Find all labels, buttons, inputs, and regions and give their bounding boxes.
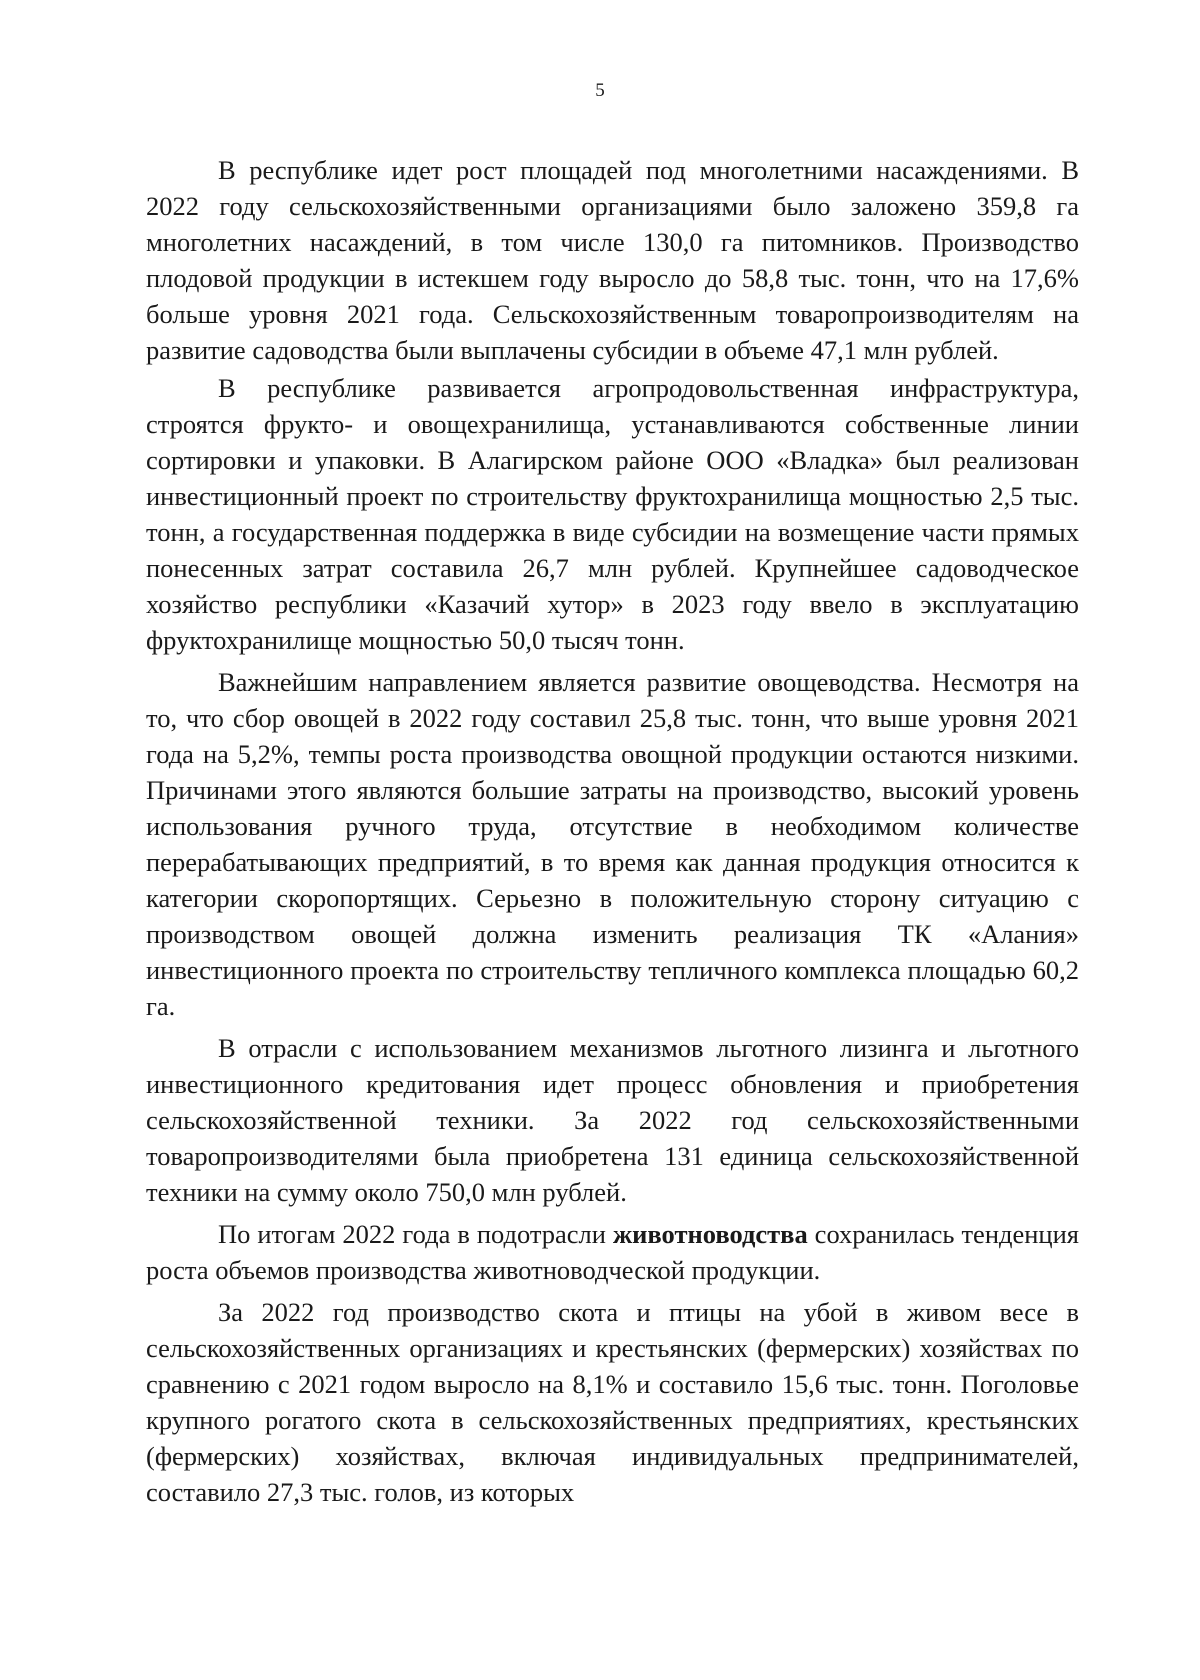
livestock-bold-term: животноводства <box>612 1219 808 1249</box>
paragraph-perennial-plantings: В республике идет рост площадей под многолетними насаждениями. В 2022 году сельскохозяйственными организациями было заложено 359,8 га многолетних насаждений, в том числе 130,0 га питомников. Производство плодовой продукции в истекшем году выросло до 58,8 тыс. тонн, что на 17,6% больше уровня 2021 года. Сельскохозяйственным товаропроизводителям на развитие садоводства были выплачены субсидии в объеме 47,1 млн рублей. <box>146 155 1079 365</box>
paragraph-agro-infrastructure: В республике развивается агропродовольственная инфраструктура, строятся фрукто- и овощехранилища, устанавливаются собственные линии сортировки и упаковки. В Алагирском районе ООО «Владка» был реализован инвестиционный проект по строительству фруктохранилища мощностью 2,5 тыс. тонн, а государственная поддержка в виде субсидии на возмещение части прямых понесенных затрат составила 26,7 млн рублей. Крупнейшее садоводческое хозяйство республики «Казачий хутор» в 2023 году ввело в эксплуатацию фруктохранилище мощностью 50,0 тысяч тонн. <box>146 373 1079 655</box>
paragraph-livestock-summary <box>146 1216 1079 1288</box>
livestock-text-before: По итогам 2022 года в подотрасли <box>218 1219 613 1249</box>
paragraph-livestock-production: За 2022 год производство скота и птицы на убой в живом весе в сельскохозяйственных организациях и крестьянских (фермерских) хозяйствах по сравнению с 2021 годом выросло на 8,1% и составило 15,6 тыс. тонн. Поголовье крупного рогатого скота в сельскохозяйственных предприятиях, крестьянских (фермерских) хозяйствах, включая индивидуальных предпринимателей, составило 27,3 тыс. голов, из которых <box>146 1297 1079 1507</box>
livestock-text-after: сохранилась тенденция роста объемов производства животноводческой продукции. <box>146 1219 1079 1285</box>
paragraph-vegetable-growing: Важнейшим направлением является развитие овощеводства. Несмотря на то, что сбор овощей в 2022 году составил 25,8 тыс. тонн, что выше уровня 2021 года на 5,2%, темпы роста производства овощной продукции остаются низкими. Причинами этого являются большие затраты на производство, высокий уровень использования ручного труда, отсутствие в необходимом количестве перерабатывающих предприятий, в то время как данная продукция относится к категории скоропортящих. Серьезно в положительную сторону ситуацию с производством овощей должна изменить реализация ТК «Алания» инвестиционного проекта по строительству тепличного комплекса площадью 60,2 га. <box>146 667 1079 1021</box>
page-number: 5 <box>595 80 605 101</box>
paragraph-agricultural-machinery: В отрасли с использованием механизмов льготного лизинга и льготного инвестиционного кредитования идет процесс обновления и приобретения сельскохозяйственной техники. За 2022 год сельскохозяйственными товаропроизводителями была приобретена 131 единица сельскохозяйственной техники на сумму около 750,0 млн рублей. <box>146 1033 1079 1207</box>
document-body <box>146 152 1079 1512</box>
